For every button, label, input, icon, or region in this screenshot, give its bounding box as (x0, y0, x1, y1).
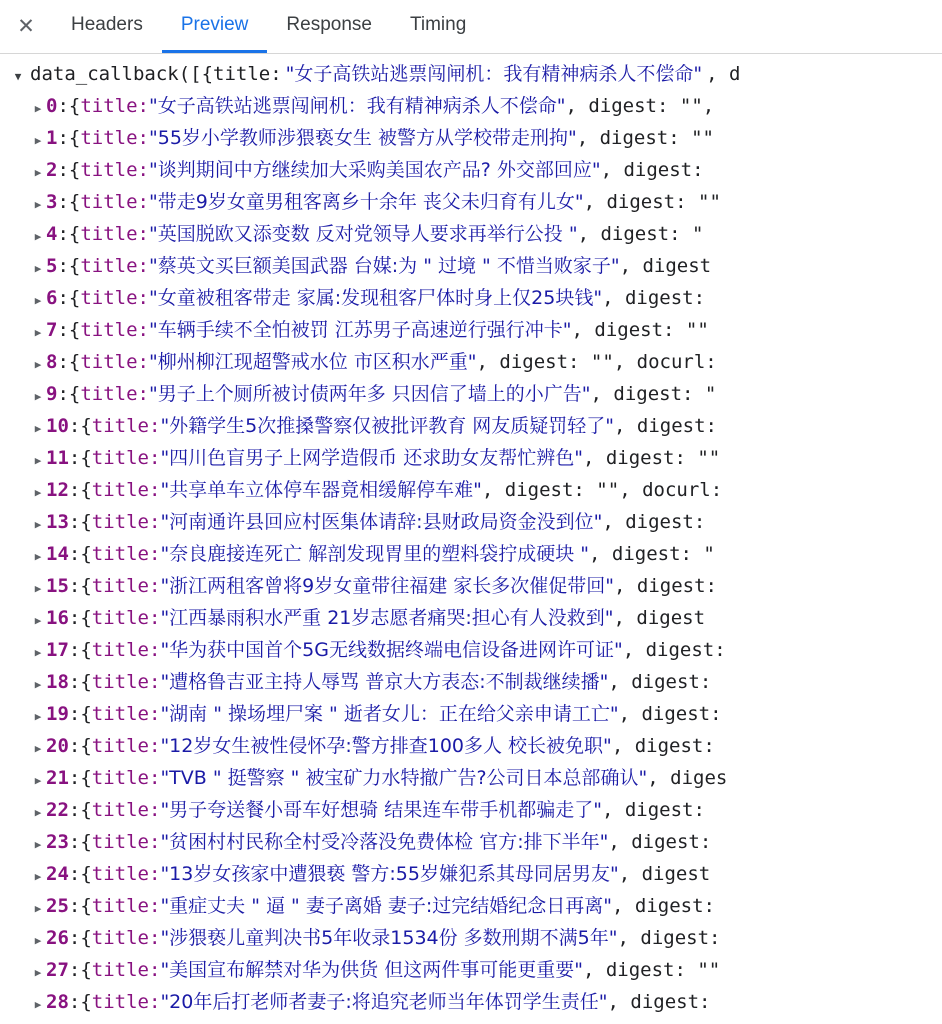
open-brace: { (80, 607, 92, 629)
row-tail-text: , digest: "", docurl: (476, 351, 717, 373)
colon-separator: : (68, 415, 81, 437)
open-brace: { (80, 895, 92, 917)
open-brace: { (80, 767, 92, 789)
disclosure-triangle-icon[interactable]: ▶ (34, 902, 42, 915)
open-brace: { (68, 223, 81, 245)
title-key-label: title: (91, 767, 161, 789)
json-preview-viewer[interactable] (0, 54, 942, 1024)
colon-separator: : (57, 351, 69, 373)
disclosure-triangle-icon[interactable]: ▶ (34, 486, 42, 499)
array-index-label: 5 (46, 255, 58, 277)
array-index-label: 14 (46, 543, 69, 565)
title-key-label: title: (80, 127, 149, 149)
disclosure-triangle-icon[interactable]: ▶ (34, 710, 42, 723)
open-brace: { (68, 127, 81, 149)
title-key-label: title: (80, 223, 149, 245)
title-key-label: title: (91, 991, 161, 1013)
tab-response[interactable]: Response (286, 14, 372, 35)
row-tail-text: , digest (618, 863, 711, 885)
colon-separator: : (57, 319, 69, 341)
array-index-label: 27 (46, 959, 69, 981)
row-tail-text: , digest: "", (565, 95, 715, 117)
colon-separator: : (68, 479, 81, 501)
colon-separator: : (68, 863, 81, 885)
open-brace: { (68, 191, 81, 213)
row-tail-text: , digest: (614, 415, 717, 437)
devtools-tabbar (0, 0, 942, 54)
disclosure-triangle-icon[interactable]: ▶ (34, 422, 42, 435)
colon-separator: : (68, 703, 81, 725)
colon-separator: : (68, 543, 81, 565)
title-key-label: title: (80, 351, 149, 373)
colon-separator: : (68, 895, 81, 917)
json-array-item-row[interactable] (0, 282, 942, 314)
array-index-label: 23 (46, 831, 69, 853)
json-array-item-row[interactable] (0, 314, 942, 346)
open-brace: { (80, 671, 92, 693)
title-value: "浙江两租客曾将9岁女童带往福建 家长多次催促带回" (160, 575, 615, 597)
title-key-label: title: (80, 255, 149, 277)
row-tail-text: , digest: " (590, 383, 717, 405)
colon-separator: : (68, 767, 81, 789)
title-key-label: title: (91, 895, 161, 917)
json-array-item-row[interactable] (0, 954, 942, 986)
json-array-item-row[interactable] (0, 762, 942, 794)
disclosure-triangle-icon[interactable]: ▶ (34, 198, 42, 211)
open-brace: { (80, 831, 92, 853)
json-array-item-row[interactable] (0, 90, 942, 122)
row-tail-text: , digest: (600, 159, 704, 181)
row-tail-text: , digest: (618, 703, 722, 725)
open-brace: { (68, 383, 81, 405)
row-tail-text: , digest: (622, 639, 726, 661)
title-value: "蔡英文买巨额美国武器 台媒:为 " 过境 " 不惜当败家子" (149, 255, 620, 277)
open-brace: { (68, 287, 81, 309)
title-value: "河南通许县回应村医集体请辞:县财政局资金没到位" (160, 511, 603, 533)
disclosure-triangle-icon[interactable]: ▶ (34, 262, 42, 275)
title-key-label: title: (80, 383, 149, 405)
title-value: "遭格鲁吉亚主持人辱骂 普京大方表态:不制裁继续播" (160, 671, 609, 693)
row-tail-text: , digest: "" (583, 191, 721, 213)
json-rows (0, 90, 942, 1018)
json-array-item-row[interactable] (0, 698, 942, 730)
row-tail-text: , digest: (607, 991, 711, 1013)
array-index-label: 22 (46, 799, 69, 821)
row-tail-text: , digest: "" (571, 319, 709, 341)
array-index-label: 25 (46, 895, 69, 917)
colon-separator: : (57, 223, 69, 245)
json-array-item-row[interactable] (0, 474, 942, 506)
row-tail-text: , digest (613, 607, 706, 629)
array-index-label: 26 (46, 927, 69, 949)
disclosure-triangle-icon[interactable]: ▶ (34, 390, 42, 403)
json-array-item-row[interactable] (0, 538, 942, 570)
colon-separator: : (68, 831, 81, 853)
row-tail-text: , digest (619, 255, 712, 277)
json-array-item-row[interactable] (0, 730, 942, 762)
title-key-label: title: (91, 959, 161, 981)
title-value: "女童被租客带走 家属:发现租客尸体时身上仅25块钱" (149, 287, 603, 309)
array-index-label: 15 (46, 575, 69, 597)
json-array-item-row[interactable] (0, 250, 942, 282)
array-index-label: 4 (46, 223, 58, 245)
disclosure-triangle-icon[interactable]: ▶ (34, 550, 42, 563)
open-brace: { (80, 479, 92, 501)
title-value: "男子夸送餐小哥车好想骑 结果连车带手机都骗走了" (160, 799, 602, 821)
row-tail-text: , digest: "", docurl: (481, 479, 723, 501)
close-icon[interactable]: ✕ (17, 15, 35, 38)
title-key-label: title: (91, 479, 161, 501)
open-brace: { (68, 95, 81, 117)
open-brace: { (80, 863, 92, 885)
disclosure-triangle-icon[interactable]: ▶ (34, 742, 42, 755)
array-index-label: 7 (46, 319, 58, 341)
title-key-label: title: (80, 191, 149, 213)
colon-separator: : (68, 671, 81, 693)
json-array-item-row[interactable] (0, 666, 942, 698)
json-array-item-row[interactable] (0, 410, 942, 442)
title-key-label: title: (91, 831, 161, 853)
title-key-label: title: (91, 447, 161, 469)
colon-separator: : (68, 511, 81, 533)
json-root-row[interactable] (0, 58, 942, 90)
colon-separator: : (57, 383, 69, 405)
colon-separator: : (68, 927, 81, 949)
open-brace: { (80, 511, 92, 533)
open-brace: { (80, 991, 92, 1013)
title-value: "江西暴雨积水严重 21岁志愿者痛哭:担心有人没救到" (160, 607, 614, 629)
colon-separator: : (68, 639, 81, 661)
disclosure-triangle-icon[interactable]: ▶ (34, 838, 42, 851)
title-value: "贫困村村民称全村受冷落没免费体检 官方:排下半年" (160, 831, 609, 853)
array-index-label: 1 (46, 127, 58, 149)
json-array-item-row[interactable] (0, 346, 942, 378)
title-value: "四川色盲男子上网学造假币 还求助女友帮忙辨色" (160, 447, 583, 469)
colon-separator: : (68, 799, 81, 821)
title-key-label: title: (91, 639, 161, 661)
open-brace: { (80, 543, 92, 565)
disclosure-triangle-icon[interactable]: ▶ (34, 518, 42, 531)
open-brace: { (80, 959, 92, 981)
array-index-label: 10 (46, 415, 69, 437)
array-index-label: 3 (46, 191, 58, 213)
json-array-item-row[interactable] (0, 506, 942, 538)
open-brace: { (80, 415, 92, 437)
array-index-label: 13 (46, 511, 69, 533)
row-tail-text: , digest: (611, 735, 715, 757)
disclosure-triangle-icon[interactable]: ▶ (34, 774, 42, 787)
open-brace: { (68, 255, 81, 277)
json-array-item-row[interactable] (0, 634, 942, 666)
open-brace: { (80, 703, 92, 725)
array-index-label: 24 (46, 863, 69, 885)
row-tail-text: , digest: (602, 287, 706, 309)
title-value: "柳州柳江现超警戒水位 市区积水严重" (149, 351, 477, 373)
json-array-item-row[interactable] (0, 154, 942, 186)
open-brace: { (80, 639, 92, 661)
disclosure-triangle-icon[interactable]: ▶ (34, 646, 42, 659)
disclosure-triangle-icon[interactable]: ▶ (34, 998, 42, 1011)
row-tail-text: , digest: (608, 831, 712, 853)
row-tail-text: , digest: "" (582, 447, 721, 469)
colon-separator: : (68, 959, 81, 981)
root-title-value: "女子高铁站逃票闯闸机：我有精神病杀人不偿命" (285, 63, 703, 85)
title-value: "共享单车立体停车器竟相缓解停车难" (160, 479, 482, 501)
array-index-label: 21 (46, 767, 69, 789)
open-brace: { (80, 927, 92, 949)
json-array-item-row[interactable] (0, 602, 942, 634)
title-key-label: title: (91, 863, 161, 885)
colon-separator: : (57, 95, 69, 117)
tab-preview[interactable]: Preview (162, 0, 268, 53)
array-index-label: 17 (46, 639, 69, 661)
array-index-label: 8 (46, 351, 58, 373)
open-brace: { (68, 351, 81, 373)
title-key-label: title: (91, 543, 161, 565)
json-array-item-row[interactable] (0, 826, 942, 858)
open-brace: { (80, 799, 92, 821)
disclosure-triangle-icon[interactable]: ▶ (34, 102, 42, 115)
array-index-label: 2 (46, 159, 58, 181)
json-array-item-row[interactable] (0, 186, 942, 218)
json-array-item-row[interactable] (0, 986, 942, 1018)
title-value: "12岁女生被性侵怀孕:警方排查100多人 校长被免职" (160, 735, 612, 757)
tab-timing[interactable]: Timing (409, 14, 467, 35)
row-tail-text: , digest: (612, 895, 715, 917)
title-value: "13岁女孩家中遭猥亵 警方:55岁嫌犯系其母同居男友" (160, 863, 619, 885)
json-array-item-row[interactable] (0, 858, 942, 890)
title-key-label: title: (91, 575, 161, 597)
array-index-label: 16 (46, 607, 69, 629)
title-value: "带走9岁女童男租客离乡十余年 丧父未归育有儿女" (149, 191, 584, 213)
title-key-label: title: (91, 607, 161, 629)
title-value: "TVB " 挺警察 " 被宝矿力水特撤广告?公司日本总部确认" (160, 767, 648, 789)
title-key-label: title: (80, 95, 149, 117)
json-array-item-row[interactable] (0, 890, 942, 922)
open-brace: { (68, 159, 81, 181)
array-index-label: 28 (46, 991, 69, 1013)
disclosure-triangle-icon[interactable]: ▶ (34, 966, 42, 979)
tab-headers[interactable]: Headers (71, 14, 143, 35)
disclosure-triangle-icon[interactable]: ▶ (34, 582, 42, 595)
colon-separator: : (57, 287, 69, 309)
callback-prefix: data_callback([{title: (30, 63, 282, 85)
title-key-label: title: (91, 927, 161, 949)
title-key-label: title: (91, 735, 161, 757)
title-value: "重症丈夫 " 逼 " 妻子离婚 妻子:过完结婚纪念日再离" (160, 895, 612, 917)
disclosure-triangle-icon[interactable]: ▶ (34, 166, 42, 179)
array-index-label: 12 (46, 479, 69, 501)
json-array-item-row[interactable] (0, 378, 942, 410)
row-tail-text: , digest: (614, 575, 717, 597)
title-key-label: title: (91, 799, 161, 821)
json-array-item-row[interactable] (0, 570, 942, 602)
title-key-label: title: (91, 415, 161, 437)
title-value: "外籍学生5次推搡警察仅被批评教育 网友质疑罚轻了" (160, 415, 615, 437)
disclosure-triangle-icon[interactable]: ▶ (34, 326, 42, 339)
title-key-label: title: (80, 287, 149, 309)
array-index-label: 18 (46, 671, 69, 693)
title-key-label: title: (91, 703, 161, 725)
colon-separator: : (68, 991, 81, 1013)
colon-separator: : (57, 255, 69, 277)
json-array-item-row[interactable] (0, 442, 942, 474)
colon-separator: : (68, 575, 81, 597)
root-suffix: , d (706, 63, 741, 85)
title-value: "20年后打老师者妻子:将追究老师当年体罚学生责任" (160, 991, 608, 1013)
title-value: "英国脱欧又添变数 反对党领导人要求再举行公投 " (149, 223, 578, 245)
disclosure-triangle-icon[interactable]: ▶ (34, 134, 42, 147)
title-key-label: title: (80, 319, 149, 341)
row-tail-text: , digest: (608, 671, 712, 693)
array-index-label: 11 (46, 447, 69, 469)
open-brace: { (80, 735, 92, 757)
row-tail-text: , digest: " (589, 543, 715, 565)
title-value: "女子高铁站逃票闯闸机：我有精神病杀人不偿命" (149, 95, 566, 117)
title-value: "华为获中国首个5G无线数据终端电信设备进网许可证" (160, 639, 623, 661)
title-key-label: title: (91, 671, 161, 693)
title-value: "奈良鹿接连死亡 解剖发现胃里的塑料袋拧成硬块 " (160, 543, 589, 565)
colon-separator: : (57, 191, 69, 213)
disclosure-triangle-icon[interactable]: ▶ (34, 454, 42, 467)
title-value: "谈判期间中方继续加大采购美国农产品? 外交部回应" (149, 159, 601, 181)
row-tail-text: , digest: " (577, 223, 704, 245)
disclosure-triangle-icon[interactable]: ▶ (34, 358, 42, 371)
json-array-item-row[interactable] (0, 218, 942, 250)
colon-separator: : (57, 127, 69, 149)
row-tail-text: , digest: "" (582, 959, 721, 981)
title-value: "55岁小学教师涉猥亵女生 被警方从学校带走刑拘" (149, 127, 577, 149)
array-index-label: 0 (46, 95, 58, 117)
title-value: "车辆手续不全怕被罚 江苏男子高速逆行强行冲卡" (149, 319, 572, 341)
title-value: "涉猥亵儿童判决书5年收录1534份 多数刑期不满5年" (160, 927, 618, 949)
title-key-label: title: (80, 159, 149, 181)
open-brace: { (80, 575, 92, 597)
json-array-item-row[interactable] (0, 922, 942, 954)
disclosure-triangle-icon[interactable]: ▶ (34, 294, 42, 307)
row-tail-text: , digest: (617, 927, 721, 949)
colon-separator: : (68, 607, 81, 629)
disclosure-triangle-icon[interactable]: ▶ (34, 934, 42, 947)
array-index-label: 9 (46, 383, 58, 405)
disclosure-triangle-icon[interactable]: ▶ (34, 614, 42, 627)
array-index-label: 6 (46, 287, 58, 309)
array-index-label: 20 (46, 735, 69, 757)
row-tail-text: , diges (647, 767, 728, 789)
json-array-item-row[interactable] (0, 122, 942, 154)
colon-separator: : (57, 159, 69, 181)
row-tail-text: , digest: (602, 511, 706, 533)
row-tail-text: , digest: (601, 799, 705, 821)
disclosure-triangle-icon[interactable]: ▶ (34, 678, 42, 691)
title-value: "湖南 " 操场埋尸案 " 逝者女儿：正在给父亲申请工亡" (160, 703, 619, 725)
colon-separator: : (68, 447, 81, 469)
title-value: "男子上个厕所被讨债两年多 只因信了墙上的小广告" (149, 383, 591, 405)
title-value: "美国宣布解禁对华为供货 但这两件事可能更重要" (160, 959, 583, 981)
open-brace: { (80, 447, 92, 469)
disclosure-triangle-icon[interactable]: ▶ (34, 230, 42, 243)
disclosure-triangle-icon[interactable]: ▼ (14, 70, 22, 83)
disclosure-triangle-icon[interactable]: ▶ (34, 870, 42, 883)
open-brace: { (68, 319, 81, 341)
array-index-label: 19 (46, 703, 69, 725)
title-key-label: title: (91, 511, 161, 533)
colon-separator: : (68, 735, 81, 757)
json-array-item-row[interactable] (0, 794, 942, 826)
row-tail-text: , digest: "" (576, 127, 714, 149)
disclosure-triangle-icon[interactable]: ▶ (34, 806, 42, 819)
